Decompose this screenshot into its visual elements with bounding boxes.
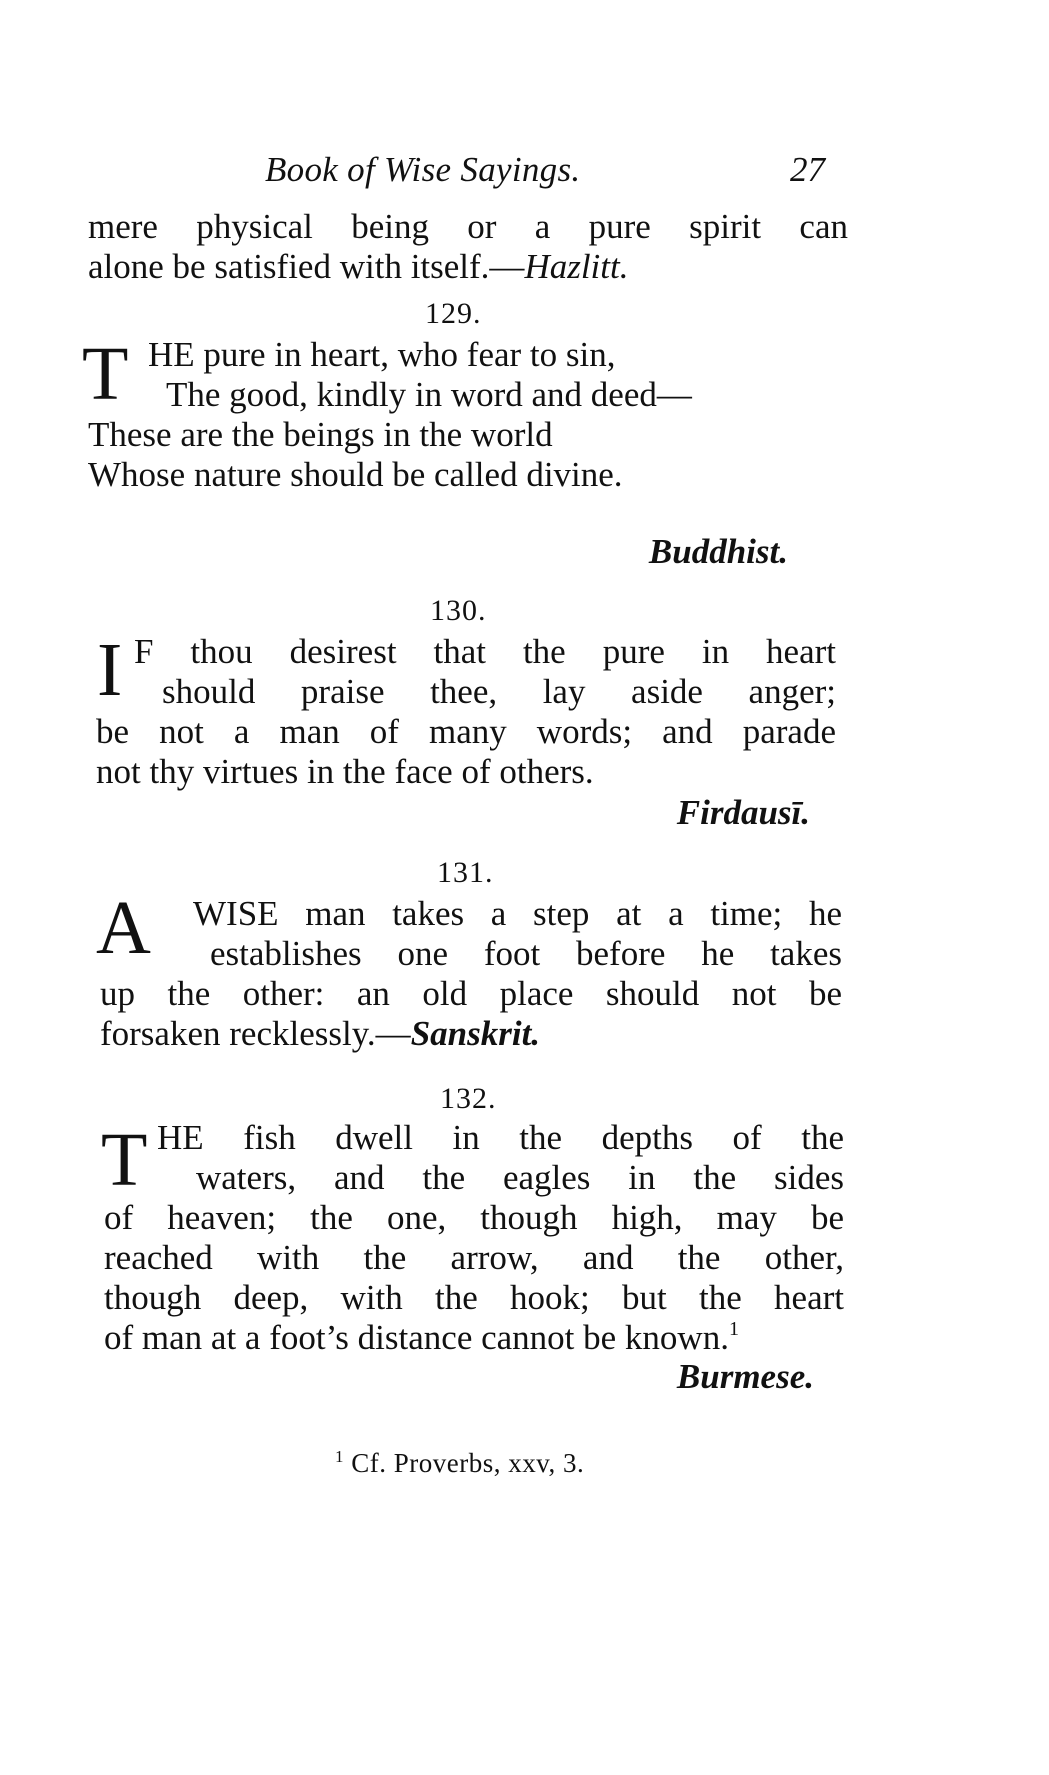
attribution-131: Sanskrit. <box>410 1014 541 1053</box>
drop-cap-130: I <box>97 628 123 712</box>
saying-130-line-3: be not a man of many words; and parade <box>96 712 836 751</box>
saying-132-line-5: though deep, with the hook; but the heart <box>104 1278 844 1317</box>
saying-132-body <box>104 1118 844 1358</box>
continuation-author: Hazlitt. <box>524 247 629 286</box>
saying-number-131: 131. <box>437 856 494 889</box>
saying-131-line-4-text: forsaken recklessly.— <box>100 1014 411 1053</box>
saying-132-line-6-text: of man at a foot’s distance cannot be known. <box>104 1318 729 1357</box>
saying-132-line-3: of heaven; the one, though high, may be <box>104 1198 844 1237</box>
saying-129-line-4: Whose nature should be called divine. <box>88 455 623 494</box>
saying-131-line-4 <box>100 1014 842 1054</box>
saying-131-line-2: establishes one foot before he takes <box>210 934 842 973</box>
drop-cap-129: T <box>82 332 129 416</box>
running-header-title: Book of Wise Sayings. <box>265 150 581 189</box>
saying-number-130: 130. <box>430 594 487 627</box>
saying-number-129: 129. <box>425 297 482 330</box>
continuation-line-1: mere physical being or a pure spirit can <box>88 207 848 246</box>
saying-130-body <box>96 628 836 792</box>
drop-cap-132: T <box>101 1118 148 1202</box>
attribution-132: Burmese. <box>676 1357 814 1396</box>
attribution-129: Buddhist. <box>648 532 788 571</box>
saying-130-line-2: should praise thee, lay aside anger; <box>162 672 836 711</box>
saying-132-line-1: HE fish dwell in the depths of the <box>157 1118 844 1157</box>
saying-132-line-4: reached with the arrow, and the other, <box>104 1238 844 1277</box>
footnote-mark: 1 <box>335 1447 344 1466</box>
saying-131-line-3: up the other: an old place should not be <box>100 974 842 1013</box>
continuation-text: alone be satisfied with itself.— <box>88 247 525 286</box>
continuation-line-2 <box>88 247 848 287</box>
saying-number-132: 132. <box>440 1082 497 1115</box>
saying-129-line-3: These are the beings in the world <box>88 415 553 454</box>
drop-cap-131: A <box>96 886 151 970</box>
saying-130-line-4: not thy virtues in the face of others. <box>96 752 594 791</box>
saying-129-line-1: HE pure in heart, who fear to sin, <box>148 335 616 374</box>
page-number: 27 <box>790 150 825 189</box>
saying-132-line-2: waters, and the eagles in the sides <box>196 1158 844 1197</box>
footnote-text: Cf. Proverbs, xxv, 3. <box>351 1448 585 1478</box>
footnote-reference[interactable]: 1 <box>728 1318 739 1340</box>
saying-129-line-2: The good, kindly in word and deed— <box>166 375 692 414</box>
footnote <box>335 1447 584 1479</box>
saying-130-line-1: F thou desirest that the pure in heart <box>134 632 836 671</box>
saying-129-body <box>88 335 848 495</box>
saying-131-body <box>100 894 842 1054</box>
saying-131-line-1: WISE man takes a step at a time; he <box>193 894 842 933</box>
saying-132-line-6 <box>104 1318 844 1358</box>
continuation-paragraph <box>88 207 848 287</box>
attribution-130: Firdausī. <box>676 793 810 832</box>
